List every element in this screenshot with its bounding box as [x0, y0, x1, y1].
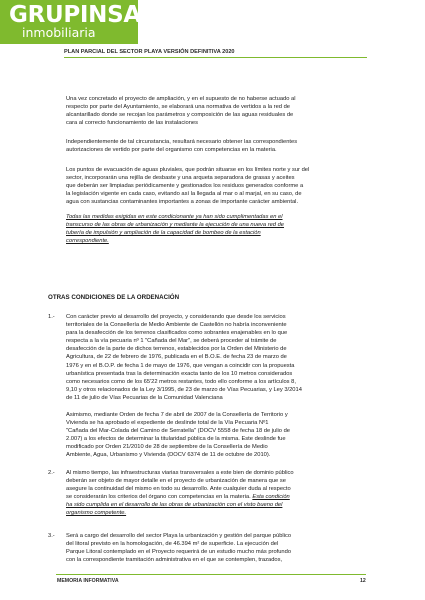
text-line: la legislación vigente en cada caso, evitando así la llegada al mar o al marjal, en su caso, de [66, 191, 302, 198]
text-line: desafección de la parte de dichos terrenos, establecidos por la Orden del Ministerio de [66, 346, 287, 353]
footer-divider [56, 574, 366, 575]
text-line: correspondiente. [66, 238, 109, 245]
text-line: cara al correcto funcionamiento de las instalaciones [66, 120, 199, 127]
text-line: transcurso de las obras de urbanización y mediante la ejecución de una nueva red de [66, 222, 285, 229]
company-logo [0, 0, 141, 44]
item-number: 1.- [48, 314, 55, 320]
text-line: 2.007) a los efectos de determinar la titularidad pública de la misma. Este deslinde fue [66, 436, 286, 443]
text-line: modificado por Orden 21/2010 de 28 de septiembre de la Consellería de Medio [66, 444, 268, 451]
text-line: autorizaciones de vertido por parte del organismo con competencias en la materia. [66, 147, 277, 154]
text-line: 1976 y en el B.O.P. de fecha 1 de mayo de 1976, que vengan a coincidir con la propuesta [66, 362, 295, 369]
text-line: Parque Litoral contemplado en el Proyecto requerirá de un estudio mucho más profundo [66, 549, 292, 556]
list-item-continuation [66, 411, 366, 460]
text-line: tubería de impulsión y ampliación de la capacidad de bombeo de la estación [66, 230, 261, 237]
logo-subtitle: inmobiliaria [22, 25, 96, 40]
paragraph-stormwater-points [66, 166, 366, 206]
text-line: agua con sustancias contaminantes importantes a zonas de importante carácter ambiental. [66, 199, 299, 206]
paragraph-measures-completed [66, 213, 366, 245]
text-line: Asimismo, mediante Orden de fecha 7 de abril de 2007 de la Consellería de Territorio y [66, 412, 288, 418]
condition-fulfilled-note: ha sido cumplida en el desarrollo de las obras de urbanización con el visto bueno del [66, 502, 283, 509]
text-line: Vivienda se ha aprobado el expediente de deslinde total de la Vía Pecuaria Nº1 [66, 420, 269, 427]
text-line: respecto por parte del Ayuntamiento, se elaborará una normativa de vertidos a la red de [66, 104, 290, 111]
text-line: de 11 de julio de Vías Pecuarias de la Comunidad Valenciana [66, 394, 223, 401]
text-line: Los puntos de evacuación de aguas pluviales, que podrán situarse en los límites norte y sur del [66, 167, 310, 173]
text-line: respecta a la vía pecuaria nº 1 "Cañada del Mar", se deberá proceder al trámite de [66, 338, 277, 345]
footer-section-label: MEMORIA INFORMATIVA [57, 578, 119, 584]
text-line: Independientemente de tal circunstancia, resultará necesario obtener las correspondientes [66, 139, 298, 145]
text-line: 9,10 y otros relacionados de la Ley 3/1995, de 23 de marzo de Vías Pecuarias, y Ley 3/2014 [66, 386, 302, 393]
logo-wordmark: GRUPINSA [9, 2, 141, 28]
header-divider [64, 57, 367, 58]
text-line: se considerarán los criterios del órgano con competencias en la materia. [66, 494, 251, 501]
paragraph-network-regulation [66, 95, 366, 127]
text-line: sector, incorporarán una rejilla de desbaste y una arqueta separadora de grasas y aceites [66, 175, 295, 182]
text-line: que deberán ser limpiadas periódicamente y gestionados los residuos generados conforme a [66, 183, 304, 190]
text-line: alcantarillado donde se recojan los parámetros y composición de las aguas residuales de [66, 112, 294, 119]
paragraph-discharge-authorizations [66, 138, 366, 154]
text-line: territoriales de la Consellería de Medio Ambiente de Castellón no habría inconveniente [66, 322, 287, 329]
page-number: 12 [360, 578, 366, 584]
text-line: deberán ser objeto de mayor detalle en el proyecto de urbanización de manera que se [66, 478, 286, 485]
text-line: como necesarios como de los 65'22 metros restantes, todo ello conforme a los artículos 8, [66, 378, 296, 385]
section-heading: OTRAS CONDICIONES DE LA ORDENACIÓN [48, 294, 180, 301]
text-line: del litoral previsto en la homologación, de 46.394 m² de superficie. La ejecución del [66, 541, 279, 548]
text-line: Una vez concretado el proyecto de ampliación, y en el supuesto de no haberse actuado al [66, 96, 296, 102]
list-item [66, 313, 366, 402]
list-item [66, 469, 366, 518]
text-line: Agricultura, de 22 de febrero de 1976, publicada en el B.O.E. de fecha 23 de marzo de [66, 354, 287, 361]
text-line: Todas las medidas exigidas en este condicionante ya han sido cumplimentadas en el [66, 214, 283, 220]
text-line: asegure la continuidad del mismo en todo su desarrollo. Ante cualquier duda al respecto [66, 486, 291, 493]
condition-fulfilled-note: organismo competente. [66, 510, 127, 517]
list-item [66, 532, 366, 564]
text-line: "Cañada del Mar-Colada del Camino de Serratella" (DOCV 5558 de fecha 18 de julio de [66, 428, 290, 435]
item-number: 3.- [48, 533, 55, 539]
text-line: Ambiente, Agua, Urbanismo y Vivienda (DOCV 6374 de 11 de octubre de 2010). [66, 452, 271, 459]
text-line: Al mismo tiempo, las infraestructuras viarias transversales a este bien de dominio público [66, 470, 294, 476]
text-line: urbanística presentada tras la determinación exacta tanto de los 10 metros considerados [66, 370, 293, 377]
text-line: Será a cargo del desarrollo del sector Playa la urbanización y gestión del parque público [66, 533, 292, 539]
item-number: 2.- [48, 470, 55, 476]
text-line: para la desafección de los terrenos clasificados como sobrantes enajenables en lo que [66, 330, 288, 337]
text-line: Con carácter previo al desarrollo del proyecto, y considerando que desde los servicios [66, 314, 286, 320]
text-line: con la correspondiente tramitación administrativa en el que se contemplen, trazados, [66, 557, 283, 564]
condition-fulfilled-note: Esta condición [252, 494, 290, 501]
document-header-title: PLAN PARCIAL DEL SECTOR PLAYA VERSIÓN DEFINITIVA 2020 [64, 49, 235, 55]
